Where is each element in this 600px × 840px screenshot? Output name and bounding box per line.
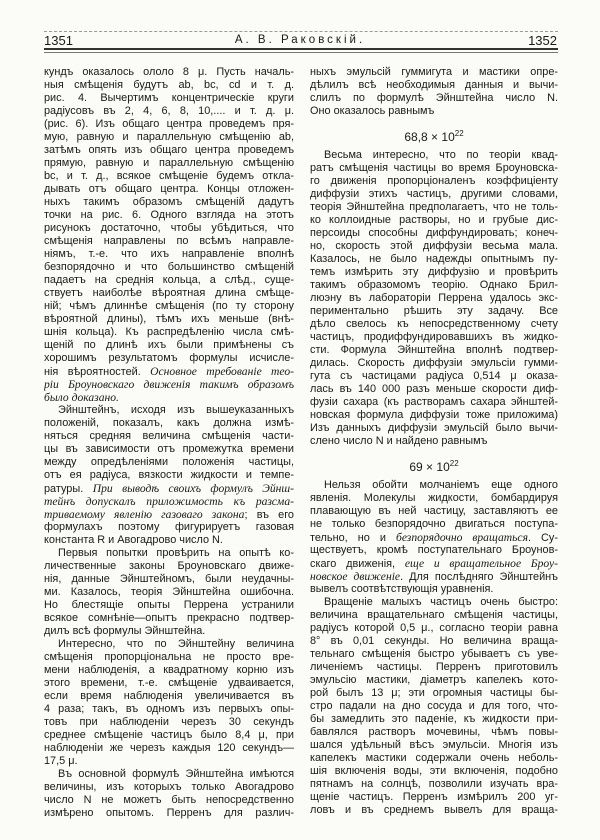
italic-emphasis: ріи Броуновскаго движенія такимъ образомъ xyxy=(44,377,294,391)
text-line: го движенія пропорціоналенъ коэффиціенту xyxy=(310,174,558,187)
text-line: личеніемъ частицы. Перренъ приготовилъ xyxy=(310,660,558,673)
text-line: ратуры. При выводѣ своихъ формулъ Эйнш- xyxy=(44,481,294,495)
text-line: личественные законы Броуновскаго движе- xyxy=(44,559,294,572)
paragraph xyxy=(44,638,294,768)
text-line: товъ при наблюденіи черезъ 30 секундъ xyxy=(44,715,294,728)
text-line: Изъ данныхъ диффузіи эмульсій было вычи- xyxy=(310,421,558,434)
text-line: константа R и Авогадрово число N. xyxy=(44,533,223,546)
text-line: хорошимъ результатомъ формулы исчисле- xyxy=(44,351,294,364)
text-line: эмульсію мастики, діаметръ капелекъ кото- xyxy=(310,673,558,686)
text-line: всякое сомнѣніе—опытъ прекрасно подтвер- xyxy=(44,611,294,624)
text-line xyxy=(44,495,294,508)
text-line: среднее смѣщеніе частицъ было 8,4 μ, при xyxy=(44,728,294,741)
text-line: щеній по длинѣ ихъ были примѣнены съ xyxy=(44,338,294,351)
italic-emphasis: триваемому явленію газоваго закона xyxy=(44,507,245,521)
text-line: измѣрено опытомъ. Перренъ для различ- xyxy=(44,806,294,819)
text-line: дилась. Скорость диффузіи эмульсіи гумми- xyxy=(310,356,558,369)
text-line: радіусовъ въ 2, 4, 6, 8, 10,.... и т. д. μ. xyxy=(44,104,294,117)
text-line: слилъ по формулѣ Эйнштейна число N. xyxy=(310,91,558,104)
text-line: вѣроятной длины), тѣмъ ихъ меньше (внѣ- xyxy=(44,312,294,325)
text-line: дилъ всѣ формулы Эйнштейна. xyxy=(44,624,206,637)
text-line: ныхъ такимъ образомъ смѣщеній дадутъ xyxy=(44,195,294,208)
paragraph xyxy=(44,547,294,638)
text-line: Нельзя обойти молчаніемъ еще одного xyxy=(324,478,558,491)
text-line: няться средняя величина смѣщенія части- xyxy=(44,429,294,442)
paragraph xyxy=(44,768,294,820)
text-line: Эйнштейнъ, исходя изъ вышеуказанныхъ xyxy=(58,403,294,416)
text-line: такимъ образомомъ теорію. Однако Брил- xyxy=(310,278,558,291)
text-line: шнія кольца). Къ распредѣленію числа смѣ- xyxy=(44,325,294,338)
header-bottom-rule xyxy=(44,48,558,50)
text-line: мени наблюденія, а квадратному корню изъ xyxy=(44,663,294,676)
text-line: новское движеніе. Для послѣдняго Эйнштейнъ xyxy=(310,569,558,583)
text-line: вывелъ соотвѣтствующія уравненія. xyxy=(310,582,494,595)
text-line: пятнамъ на солнцѣ, позволили изучать вра- xyxy=(310,777,558,790)
text-line: темъ измѣрить эту диффузію и провѣрить xyxy=(310,265,558,278)
text-line: формулахъ поэтому фигурируетъ газовая xyxy=(44,520,294,533)
text-line xyxy=(44,391,294,404)
formula-base: 10 xyxy=(436,459,450,474)
page-number-left: 1351 xyxy=(44,33,73,48)
text-line: ловъ и въ среднемъ вывелъ для враща- xyxy=(310,803,558,816)
text-line: ныя смѣщенія будутъ ab, bc, cd и т. д. xyxy=(44,78,294,91)
formula-exponent: 22 xyxy=(454,128,464,138)
text-line: явленія. Молекулы жидкости, бомбардируя xyxy=(310,491,558,504)
text-line: диффузіи этихъ частицъ, другими словами, xyxy=(310,187,558,200)
text-line: дѣло свелось къ непосредственному счету xyxy=(310,317,558,330)
text-line: Казалось, не было надежды опытнымъ пу- xyxy=(310,252,558,265)
text-line: кундъ оказалось ололо 8 μ. Пусть началь- xyxy=(44,65,294,78)
left-column xyxy=(44,66,294,820)
text-line: 8° въ 0,01 секунды. Но величина враща- xyxy=(310,634,558,647)
text-line: Но блестящіе опыты Перрена устранили xyxy=(44,598,294,611)
text-line: но, скорость этой диффузіи весьма мала. xyxy=(310,239,558,252)
text-line: стро падали на дно сосуда и для того, что- xyxy=(310,699,558,712)
text-line: люэну въ лабораторіи Перрена удалось экс- xyxy=(310,291,558,304)
paragraph xyxy=(310,149,558,448)
paragraph xyxy=(44,66,294,404)
paragraph xyxy=(44,404,294,547)
paragraph xyxy=(310,596,558,817)
text-line: между опредѣленіями положенія частицы, xyxy=(44,455,294,468)
text-line: ствуетъ наиболѣе вѣроятная длина смѣще- xyxy=(44,286,294,299)
formula xyxy=(310,448,558,479)
right-column xyxy=(310,66,558,817)
text-line: Первыя попытки провѣрить на опытѣ ко- xyxy=(58,546,294,559)
text-line: бы замедлить это паденіе, къ жидкости при- xyxy=(310,712,558,725)
formula-times: × xyxy=(422,459,437,474)
text-line: ко коллоидные растворы, но и грубые дис- xyxy=(310,213,558,226)
italic-emphasis: еще и вращательное Броу- xyxy=(404,556,558,570)
text-line: не только безпорядочно двигаться поступа- xyxy=(310,517,558,530)
text-line: рисунокъ достаточно, чтобы убѣдиться, что xyxy=(44,221,294,234)
text-line: этого времени, т.-е. смѣщеніе удваивается, xyxy=(44,676,294,689)
italic-emphasis: новское движеніе xyxy=(310,569,401,583)
formula-times: × xyxy=(427,129,442,144)
paragraph xyxy=(310,479,558,596)
text-line: Интересно, что по Эйнштейну величина xyxy=(58,637,294,650)
formula-mantissa: 69 xyxy=(409,459,423,474)
text-line: отъ ея радіуса, вязкости жидкости и темпе- xyxy=(44,468,294,481)
italic-emphasis: Основное требованіе тео- xyxy=(150,364,294,378)
text-line: 17,5 μ. xyxy=(44,754,78,767)
text-line: Вращеніе малыхъ частицъ очень быстро: xyxy=(324,595,558,608)
text-line xyxy=(44,378,294,391)
text-line: радіусъ которой 0,5 μ., согласно теоріи равна xyxy=(310,621,558,634)
header-bottom-rule-thin xyxy=(44,52,558,53)
text-line: ратъ смѣщенія частицы во время Броуновска- xyxy=(310,161,558,174)
text-line: ныхъ эмульсій гуммигута и мастики опре- xyxy=(310,65,558,78)
text-line: Весьма интересно, что по теоріи квад- xyxy=(324,148,558,161)
text-line: затѣмъ опять изъ общаго центра проведемъ xyxy=(44,143,294,156)
text-line: персоиды способны диффундировать; конеч- xyxy=(310,226,558,239)
text-line: ніямъ, т.-е. что ихъ направленіе вполнѣ xyxy=(44,247,294,260)
text-line: сти. Формула Эйнштейна вполнѣ подтвер- xyxy=(310,343,558,356)
text-line: цы въ зависимости отъ промежутка времени xyxy=(44,442,294,455)
text-line: скаго движенія, еще и вращательное Броу- xyxy=(310,556,558,570)
formula xyxy=(310,118,558,149)
text-line: дывать отъ общаго центра. Концы отложен- xyxy=(44,182,294,195)
text-line: капелекъ мастики содержали очень неболь- xyxy=(310,751,558,764)
text-line: рой былъ 13 μ; эти огромныя частицы бы- xyxy=(310,686,558,699)
text-line: тельнаго смѣщенія быстро убываетъ съ уве- xyxy=(310,647,558,660)
formula-exponent: 22 xyxy=(449,458,459,468)
page-number-right: 1352 xyxy=(528,33,557,48)
text-line: дѣлилъ всѣ необходимыя данныя и вычи- xyxy=(310,78,558,91)
text-line: мую, равную и параллельную смѣщенію ab, xyxy=(44,130,294,143)
text-line: безпорядочно и что большинство смѣщеній xyxy=(44,260,294,273)
text-line: лась въ 140 000 разъ меньше скорости диф- xyxy=(310,382,558,395)
text-line: положеній, показалъ, какъ должна измѣ- xyxy=(44,416,294,429)
text-line: нія, данные Эйнштейномъ, были неудачны- xyxy=(44,572,294,585)
text-line: падаетъ на среднія кольца, а слѣд., суще- xyxy=(44,273,294,286)
text-line: слено число N и найдено равнымъ xyxy=(310,434,488,447)
text-line: смѣщенія направлены по всѣмъ направле- xyxy=(44,234,294,247)
text-line: частицъ, продиффундировавшихъ въ жидко- xyxy=(310,330,558,343)
text-line: триваемому явленію газоваго закона; въ его xyxy=(44,507,294,521)
running-title: А. В. Раковскій. xyxy=(234,34,366,46)
header-top-rule xyxy=(44,31,558,32)
text-line: наблюденіи же черезъ каждыя 120 секундъ— xyxy=(44,741,294,754)
text-line: тельно, но и безпорядочно вращаться. Су- xyxy=(310,530,558,544)
text-line: ній; чѣмъ длиннѣе смѣщенія (по ту сторону xyxy=(44,299,294,312)
text-line: прямую, равную и параллельную смѣщенію xyxy=(44,156,294,169)
text-line: нія вѣроятностей. Основное требованіе тео- xyxy=(44,364,294,378)
text-line: рис. 4. Вычертимъ концентрическіе круги xyxy=(44,91,294,104)
text-line: 4 раза; такъ, въ одномъ изъ первыхъ опы- xyxy=(44,702,294,715)
text-line: теорія Эйнштейна предполагаетъ, что не толь- xyxy=(310,200,558,213)
text-line: если время наблюденія увеличивается въ xyxy=(44,689,294,702)
text-line: величины, изъ которыхъ только Авогадрово xyxy=(44,780,294,793)
text-line: бавлялся растворъ мочевины, чѣмъ повы- xyxy=(310,725,558,738)
text-line: периментально рѣшить эту задачу. Все xyxy=(310,304,558,317)
italic-emphasis: безпорядочно вращаться xyxy=(395,530,528,544)
text-line: Оно оказалось равнымъ xyxy=(310,104,435,117)
text-line: число N не можетъ быть непосредственно xyxy=(44,793,294,806)
text-line: фузіи сахара (къ растворамъ сахара эйнштей- xyxy=(310,395,558,408)
text-line: точки на рис. 6. Одного взгляда на этотъ xyxy=(44,208,294,221)
paragraph xyxy=(310,66,558,118)
text-line: Въ основной формулѣ Эйнштейна имѣются xyxy=(58,767,294,780)
text-line: щеніе частицъ. Перренъ измѣрилъ 200 уг- xyxy=(310,790,558,803)
text-line: bc, и т. д., всякое смѣщеніе будемъ откла- xyxy=(44,169,294,182)
formula-mantissa: 68,8 xyxy=(404,129,428,144)
text-line: новская формула диффузіи тоже приложима) xyxy=(310,408,558,421)
text-line: ми. Казалось, теорія Эйнштейна ошибочна. xyxy=(44,585,294,598)
formula-base: 10 xyxy=(441,129,455,144)
text-line: (рис. 6). Изъ общаго центра проведемъ пря- xyxy=(44,117,294,130)
text-line: смѣщенія пропорціональна не просто вре- xyxy=(44,650,294,663)
text-line: плавающую въ ней частицу, заставляютъ ее xyxy=(310,504,558,517)
text-line: величина вращательнаго смѣщенія частицы, xyxy=(310,608,558,621)
text-line: ществуетъ, кромѣ поступательнаго Броунов- xyxy=(310,543,558,556)
text-line: шія включенія воды, эти включенія, подобно xyxy=(310,764,558,777)
italic-emphasis: тейнъ допускалъ приложимость къ разсма- xyxy=(44,494,294,508)
italic-emphasis: было доказано. xyxy=(44,390,119,404)
italic-emphasis: При выводѣ своихъ формулъ Эйнш- xyxy=(92,481,294,495)
text-line: шался удѣльный вѣсъ эмульсіи. Многія изъ xyxy=(310,738,558,751)
text-line: гута съ частицами радіуса 0,514 μ оказа- xyxy=(310,369,558,382)
